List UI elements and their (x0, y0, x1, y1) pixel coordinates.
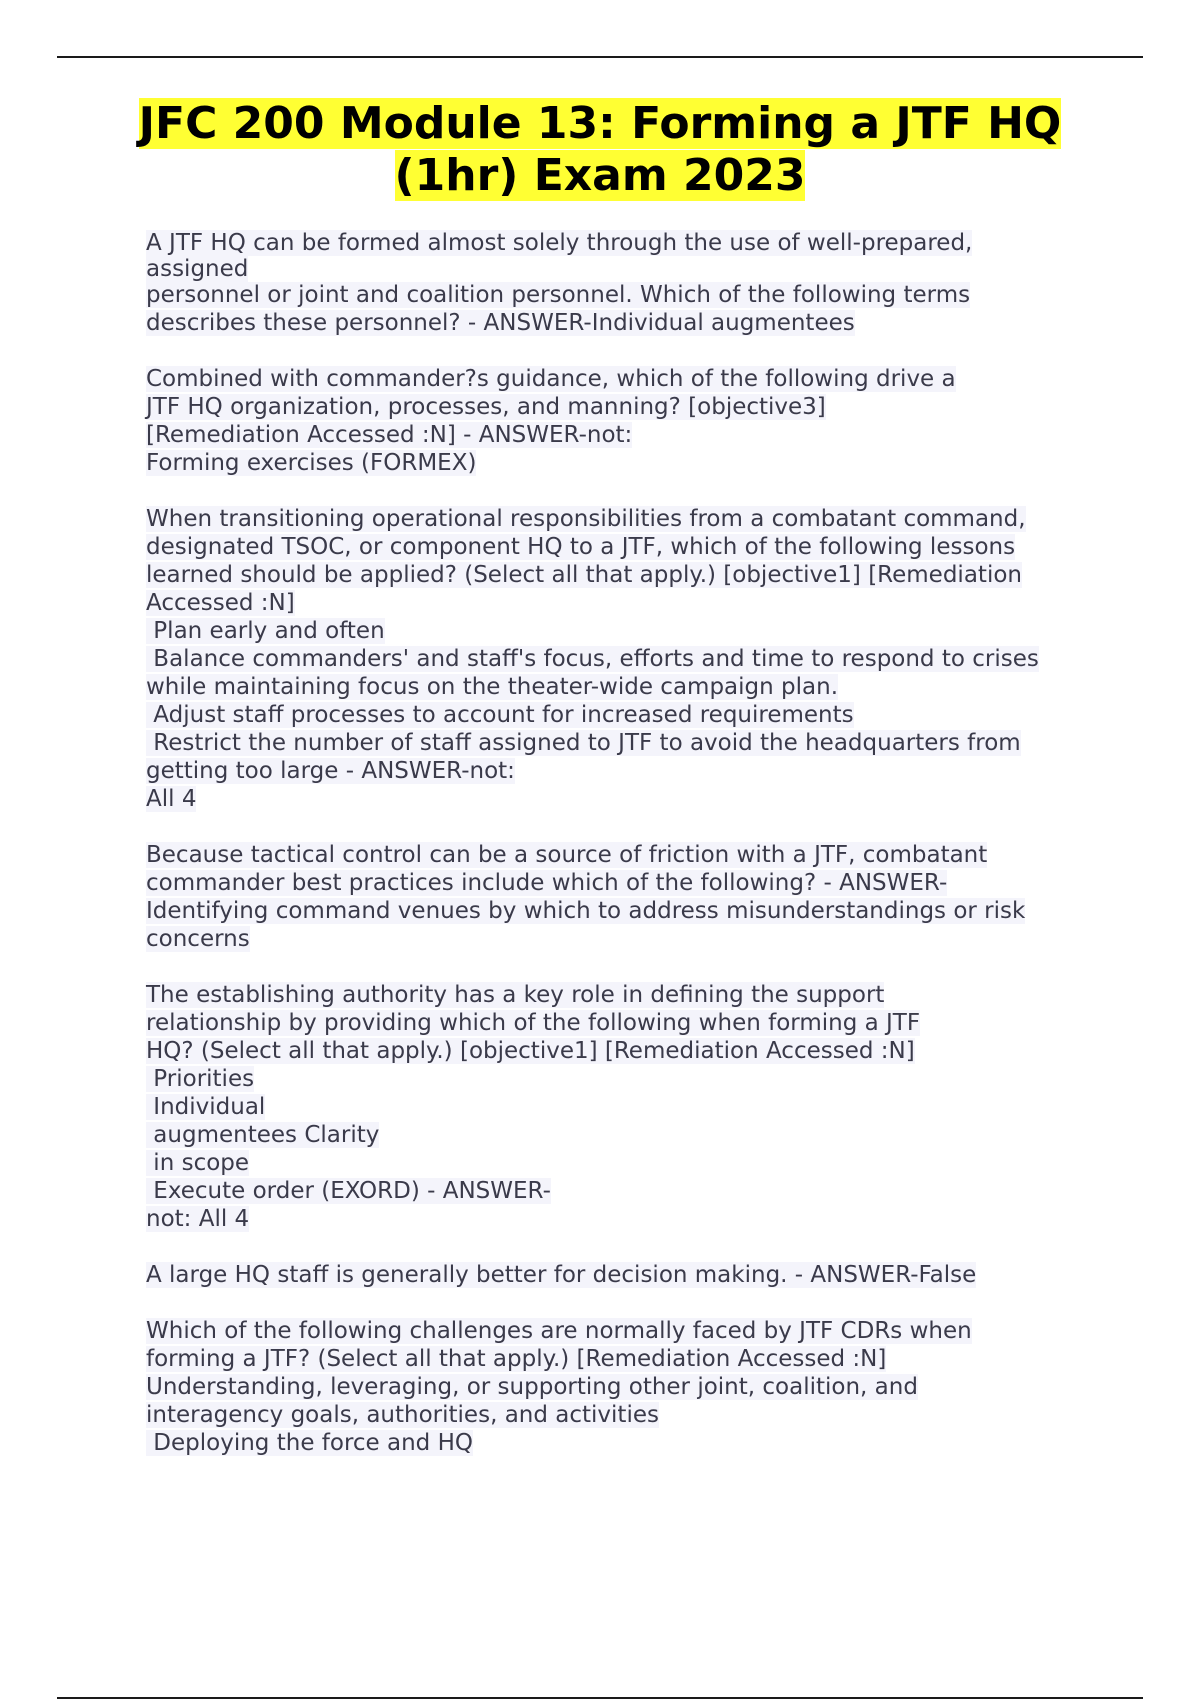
text-line-content: HQ? (Select all that apply.) [objective1] [Remediation Accessed :N] (146, 1038, 915, 1064)
text-line-content: [Remediation Accessed :N] - ANSWER-not: (146, 422, 633, 448)
text-line-content: Deploying the force and HQ (146, 1430, 473, 1456)
paragraph-gap (146, 1233, 1106, 1261)
question-block (146, 981, 1106, 1233)
text-line-content: Forming exercises (FORMEX) (146, 450, 477, 476)
question-block (146, 505, 1106, 813)
title-line-1: JFC 200 Module 13: Forming a JTF HQ (138, 98, 1062, 149)
question-block (146, 365, 1106, 477)
text-line-content: Because tactical control can be a source of friction with a JTF, combatant (146, 842, 988, 868)
text-line-content: A large HQ staff is generally better for decision making. - ANSWER-False (146, 1262, 977, 1288)
text-line-content: not: All 4 (146, 1206, 250, 1232)
text-line (146, 1401, 1106, 1429)
text-line-content: A JTF HQ can be formed almost solely through the use of well-prepared, (146, 230, 973, 256)
text-line (146, 981, 1106, 1009)
text-line (146, 365, 1106, 393)
text-line-content: Understanding, leveraging, or supporting other joint, coalition, and (146, 1374, 918, 1400)
text-line (146, 1317, 1106, 1345)
text-line (146, 1429, 1106, 1457)
text-line-content: commander best practices include which of the following? - ANSWER- (146, 870, 948, 896)
text-line (146, 869, 1106, 897)
text-line-content: Which of the following challenges are normally faced by JTF CDRs when (146, 1318, 972, 1344)
document-title (100, 98, 1100, 202)
text-line-content: while maintaining focus on the theater-wide campaign plan. (146, 674, 838, 700)
text-line (146, 841, 1106, 869)
text-line (146, 925, 1106, 953)
text-line-content: All 4 (146, 786, 197, 812)
paragraph-gap (146, 953, 1106, 981)
text-line (146, 729, 1106, 757)
text-line (146, 645, 1106, 673)
text-line-content: describes these personnel? - ANSWER-Individual augmentees (146, 310, 855, 336)
text-line-content: Individual (146, 1094, 266, 1120)
text-line-content: The establishing authority has a key role in defining the support (146, 982, 885, 1008)
text-line (146, 281, 1106, 309)
text-line-content: assigned (146, 256, 249, 282)
paragraph-gap (146, 813, 1106, 841)
text-line-content: getting too large - ANSWER-not: (146, 758, 515, 784)
title-line-2: (1hr) Exam 2023 (394, 150, 806, 201)
text-line (146, 421, 1106, 449)
text-line (146, 589, 1106, 617)
text-line (146, 785, 1106, 813)
text-line-content: Combined with commander?s guidance, which of the following drive a (146, 366, 956, 392)
text-line (146, 449, 1106, 477)
question-block (146, 1317, 1106, 1457)
text-line-content: Plan early and often (146, 618, 385, 644)
text-line-content: relationship by providing which of the following when forming a JTF (146, 1010, 921, 1036)
text-line (146, 673, 1106, 701)
text-line (146, 257, 1106, 281)
text-line-content: concerns (146, 926, 250, 952)
question-block (146, 841, 1106, 953)
text-line-content: When transitioning operational responsibilities from a combatant command, (146, 506, 1026, 532)
text-line (146, 617, 1106, 645)
document-body (146, 229, 1106, 1457)
text-line-content: Execute order (EXORD) - ANSWER- (146, 1178, 551, 1204)
text-line (146, 1037, 1106, 1065)
bottom-rule (57, 1697, 1143, 1699)
text-line-content: augmentees Clarity (146, 1122, 380, 1148)
text-line (146, 1177, 1106, 1205)
text-line-content: interagency goals, authorities, and activities (146, 1402, 659, 1428)
text-line (146, 505, 1106, 533)
paragraph-gap (146, 477, 1106, 505)
text-line (146, 897, 1106, 925)
paragraph-gap (146, 1289, 1106, 1317)
text-line (146, 757, 1106, 785)
text-line (146, 701, 1106, 729)
text-line (146, 1205, 1106, 1233)
text-line-content: Identifying command venues by which to address misunderstandings or risk (146, 898, 1026, 924)
text-line (146, 1149, 1106, 1177)
paragraph-gap (146, 337, 1106, 365)
question-block (146, 1261, 1106, 1289)
text-line (146, 561, 1106, 589)
text-line-content: in scope (146, 1150, 250, 1176)
text-line-content: personnel or joint and coalition personnel. Which of the following terms (146, 282, 971, 308)
text-line (146, 393, 1106, 421)
text-line (146, 1065, 1106, 1093)
text-line (146, 1345, 1106, 1373)
top-rule (57, 56, 1143, 58)
text-line-content: JTF HQ organization, processes, and manning? [objective3] (146, 394, 826, 420)
text-line-content: Balance commanders' and staff's focus, efforts and time to respond to crises (146, 646, 1039, 672)
text-line-content: forming a JTF? (Select all that apply.) [Remediation Accessed :N] (146, 1346, 887, 1372)
text-line (146, 229, 1106, 257)
text-line-content: designated TSOC, or component HQ to a JTF, which of the following lessons (146, 534, 1016, 560)
text-line-content: Accessed :N] (146, 590, 295, 616)
text-line-content: Restrict the number of staff assigned to JTF to avoid the headquarters from (146, 730, 1021, 756)
text-line (146, 309, 1106, 337)
text-line (146, 1009, 1106, 1037)
text-line (146, 1121, 1106, 1149)
text-line (146, 533, 1106, 561)
text-line (146, 1093, 1106, 1121)
question-block (146, 229, 1106, 337)
text-line-content: Priorities (146, 1066, 255, 1092)
text-line-content: Adjust staff processes to account for increased requirements (146, 702, 854, 728)
text-line (146, 1261, 1106, 1289)
text-line (146, 1373, 1106, 1401)
text-line-content: learned should be applied? (Select all that apply.) [objective1] [Remediation (146, 562, 1022, 588)
